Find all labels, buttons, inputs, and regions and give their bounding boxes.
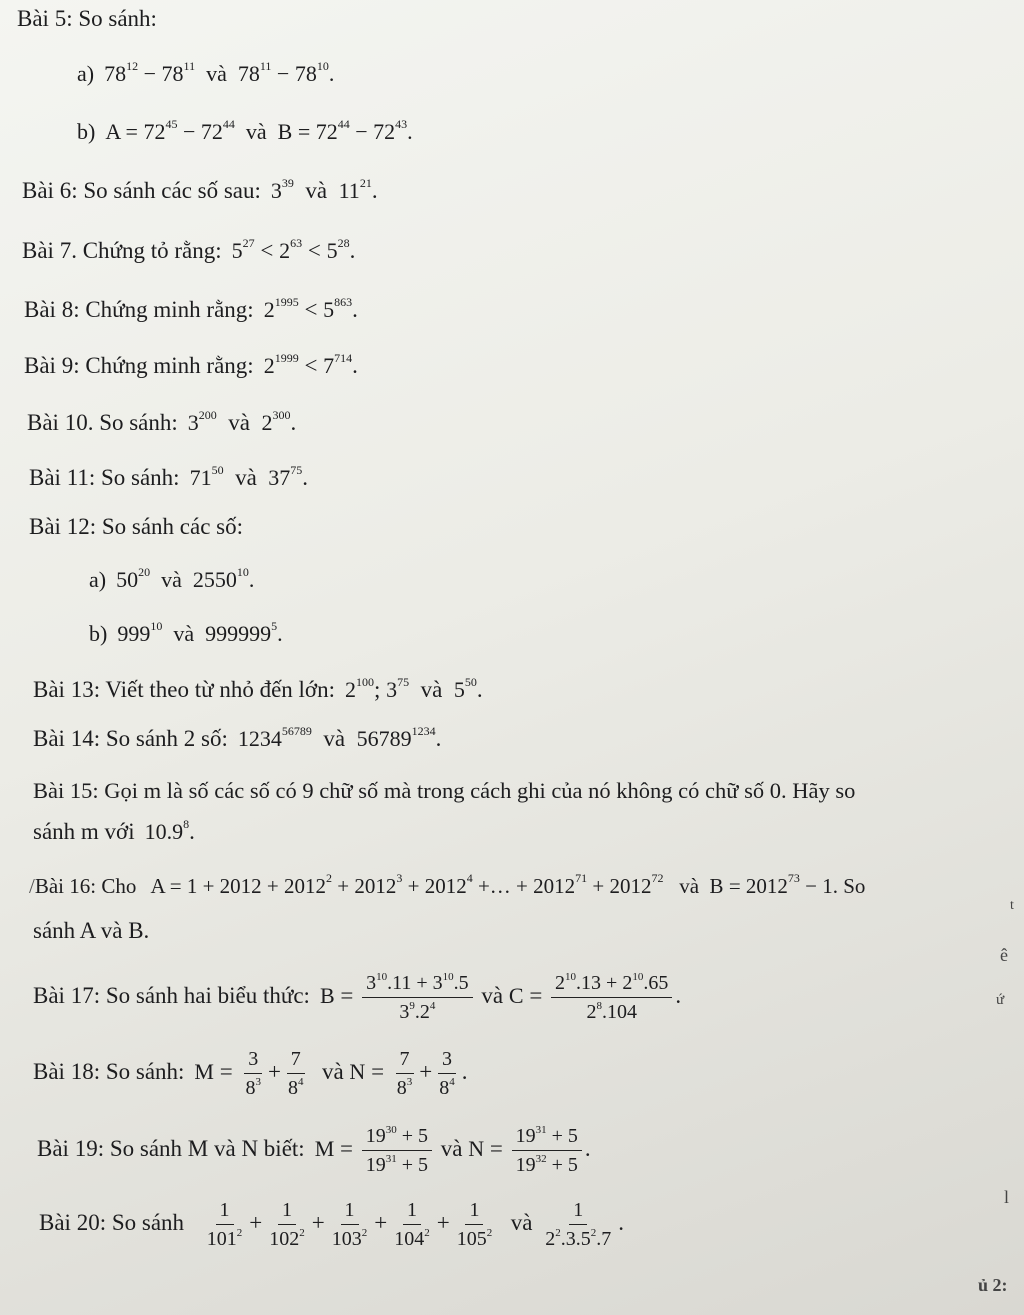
- exercise-14: Bài 14: So sánh 2 số: $1234^{56789}$ và $56789^{1234}$.: [33, 724, 442, 751]
- exercise-10: Bài 10. So sánh: $3^{200}$ và $2^{300}$.: [27, 408, 297, 435]
- exercise-5b: b) $A = 72^{45} - 72^{44}$ và $B = 72^{44} - 72^{43}$.: [77, 117, 413, 144]
- exercise-6: Bài 6: So sánh các số sau: $3^{39}$ và $11^{21}$.: [22, 176, 378, 203]
- tick-mark: /: [29, 874, 35, 898]
- exercise-12-heading: Bài 12: So sánh các số:: [29, 514, 243, 539]
- edge-fragment: t: [1010, 898, 1014, 913]
- exercise-7: Bài 7. Chứng tỏ rằng: $5^{27} < 2^{63} < 5^{28}$.: [22, 236, 356, 263]
- fraction-c: $\frac{2^{10}.13 + 2^{10}.65}{2^8.104}$: [551, 971, 672, 1024]
- edge-fragment: ứ: [996, 992, 1005, 1008]
- edge-fragment: l: [1004, 1187, 1010, 1207]
- exercise-15-line2: sánh m với 10.9$^8$.: [33, 817, 195, 844]
- exercise-19: Bài 19: So sánh M và N biết: M = $\frac{19^{30} + 5}{19^{31} + 5}$ và N = $\frac{19^{31} + 5}{19^{32} + 5}$ .: [37, 1124, 591, 1177]
- exercise-16-line1: /Bài 16: Cho A = 1 + 2012 + 2012$^2$ + 2012$^3$ + 2012$^4$ +… + 2012$^{71}$ + 2012$^{72}$ và B = 2012$^{73}$ − 1. So: [29, 871, 866, 898]
- exercise-5a: a) $78^{12} - 78^{11}$ và $78^{11} - 78^{10}$.: [77, 59, 335, 86]
- exercise-16-line2: sánh A và B.: [33, 918, 150, 943]
- exercise-9: Bài 9: Chứng minh rằng: $2^{1999} < 7^{714}$.: [24, 351, 358, 378]
- edge-fragment: ủ 2:: [978, 1275, 1008, 1295]
- exercise-5-heading: Bài 5: So sánh:: [17, 6, 157, 31]
- exercise-20: Bài 20: So sánh $\frac{1}{101^2}$ + $\frac{1}{102^2}$ + $\frac{1}{103^2}$ + $\frac{1}{104^2}$ + $\frac{1}{105^2}$ và $\frac{1}{2^2.3.5^2.7}$ .: [39, 1199, 624, 1251]
- exercise-11: Bài 11: So sánh: $71^{50}$ và $37^{75}$.: [29, 463, 309, 490]
- exercise-12b: b) $999^{10}$ và 999999$^5$.: [89, 619, 283, 646]
- exercise-17: Bài 17: So sánh hai biểu thức: B = $\frac{3^{10}.11 + 3^{10}.5}{3^9.2^4}$ và C = $\frac{2^{10}.13 + 2^{10}.65}{2^8.104}$ .: [33, 971, 682, 1024]
- exercise-13: Bài 13: Viết theo từ nhỏ đến lớn: $2^{100}$; $3^{75}$ và $5^{50}$.: [33, 675, 483, 702]
- fraction-b: $\frac{3^{10}.11 + 3^{10}.5}{3^9.2^4}$: [362, 971, 473, 1024]
- edge-fragment: ê: [1000, 945, 1008, 965]
- exercise-8: Bài 8: Chứng minh rằng: $2^{1995} < 5^{863}$.: [24, 295, 358, 322]
- exercise-18: Bài 18: So sánh: M = $\frac{3}{8^3}$ + $\frac{7}{8^4}$ và N = $\frac{7}{8^3}$ + $\frac{3}{8^4}$ .: [33, 1048, 468, 1100]
- exercise-15-line1: Bài 15: Gọi m là số các số có 9 chữ số mà trong cách ghi của nó không có chữ số 0. Hãy so: [33, 778, 856, 803]
- exercise-12a: a) $50^{20}$ và 2550$^{10}$.: [89, 565, 255, 592]
